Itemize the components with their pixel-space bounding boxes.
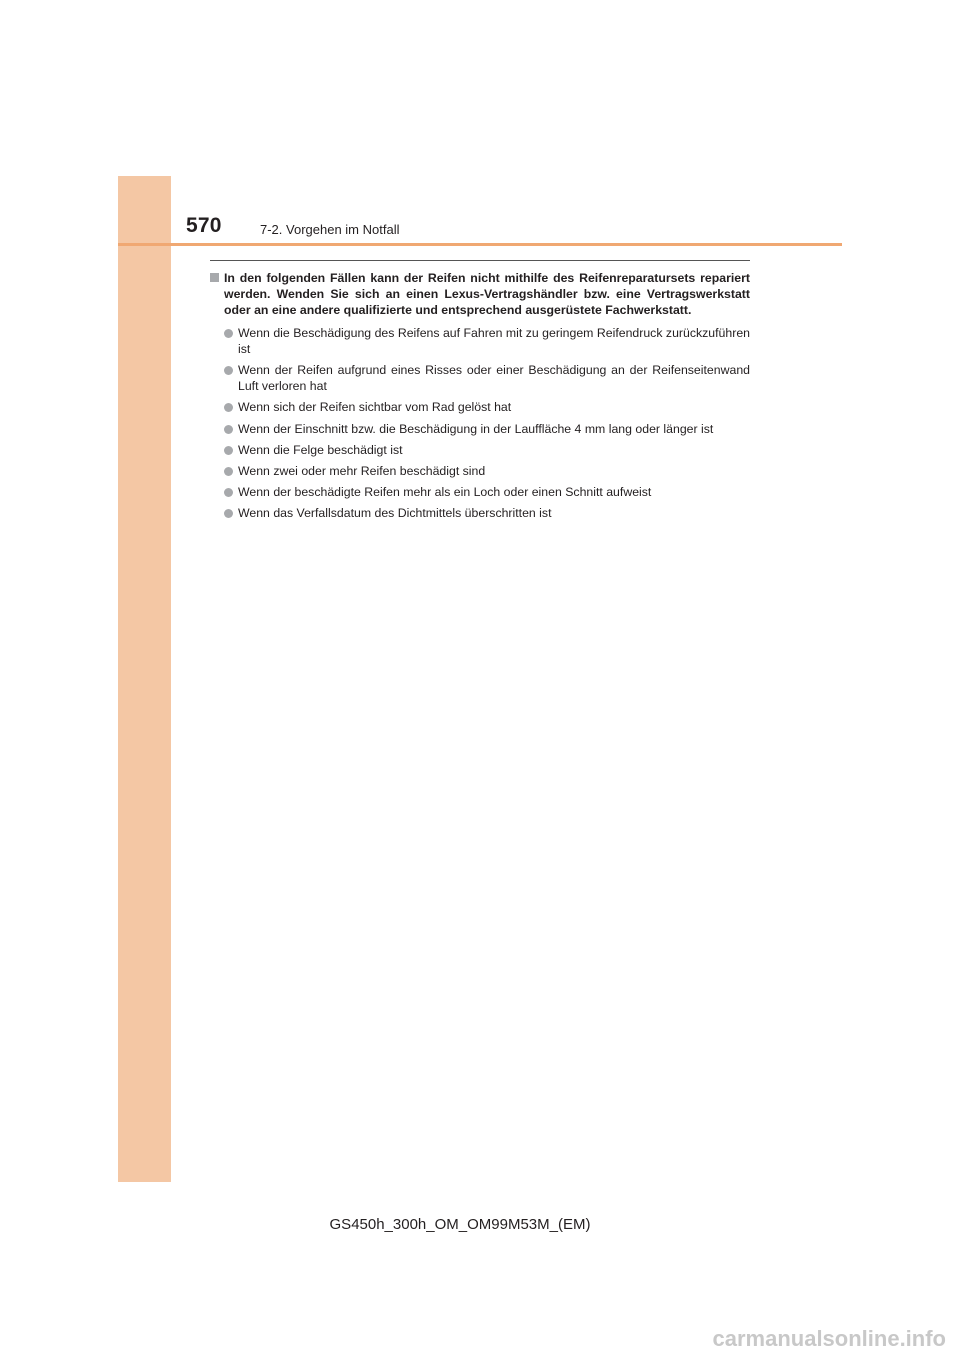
list-item: [210, 325, 750, 357]
content-body: [210, 270, 750, 527]
list-item: [210, 484, 750, 500]
circle-bullet-icon: [224, 488, 233, 497]
content-divider: [210, 260, 750, 261]
page-number: 570: [186, 214, 222, 237]
circle-bullet-icon: [224, 329, 233, 338]
list-item-text: Wenn das Verfallsdatum des Dichtmittels überschritten ist: [238, 506, 552, 521]
document-code: GS450h_300h_OM_OM99M53M_(EM): [329, 1216, 591, 1233]
list-item: [210, 421, 750, 437]
list-item-text: Wenn der Einschnitt bzw. die Beschädigung in der Lauffläche 4 mm lang oder länger ist: [238, 421, 714, 436]
bullet-list: [210, 325, 750, 522]
section-title: 7-2. Vorgehen im Notfall: [260, 222, 400, 237]
circle-bullet-icon: [224, 446, 233, 455]
square-bullet-icon: [210, 273, 219, 282]
list-item: [210, 362, 750, 394]
circle-bullet-icon: [224, 425, 233, 434]
section-heading: [210, 270, 750, 319]
list-item: [210, 442, 750, 458]
list-item-text: Wenn die Beschädigung des Reifens auf Fahren mit zu geringem Reifendruck zurückzuführen ist: [238, 325, 750, 356]
list-item-text: Wenn die Felge beschädigt ist: [238, 442, 403, 457]
list-item-text: Wenn der beschädigte Reifen mehr als ein Loch oder einen Schnitt aufweist: [238, 485, 652, 500]
section-heading-text: In den folgenden Fällen kann der Reifen nicht mithilfe des Reifenreparatursets repariert werden. Wenden Sie sich an einen Lexus-Vertragshändler bzw. eine Vertragswerkstatt oder an eine andere qualifizierte und entsprechend ausgerüstete Fachwerkstatt.: [224, 271, 750, 318]
header-rule: [118, 243, 842, 246]
circle-bullet-icon: [224, 467, 233, 476]
watermark: carmanualsonline.info: [712, 1326, 946, 1351]
list-item: [210, 463, 750, 479]
circle-bullet-icon: [224, 509, 233, 518]
list-item-text: Wenn sich der Reifen sichtbar vom Rad gelöst hat: [238, 400, 512, 415]
list-item-text: Wenn zwei oder mehr Reifen beschädigt sind: [238, 464, 486, 479]
list-item-text: Wenn der Reifen aufgrund eines Risses oder einer Beschädigung an der Reifenseitenwand Luft verloren hat: [238, 363, 750, 394]
circle-bullet-icon: [224, 366, 233, 375]
circle-bullet-icon: [224, 403, 233, 412]
list-item: [210, 399, 750, 415]
list-item: [210, 505, 750, 521]
side-band: [118, 176, 171, 1182]
